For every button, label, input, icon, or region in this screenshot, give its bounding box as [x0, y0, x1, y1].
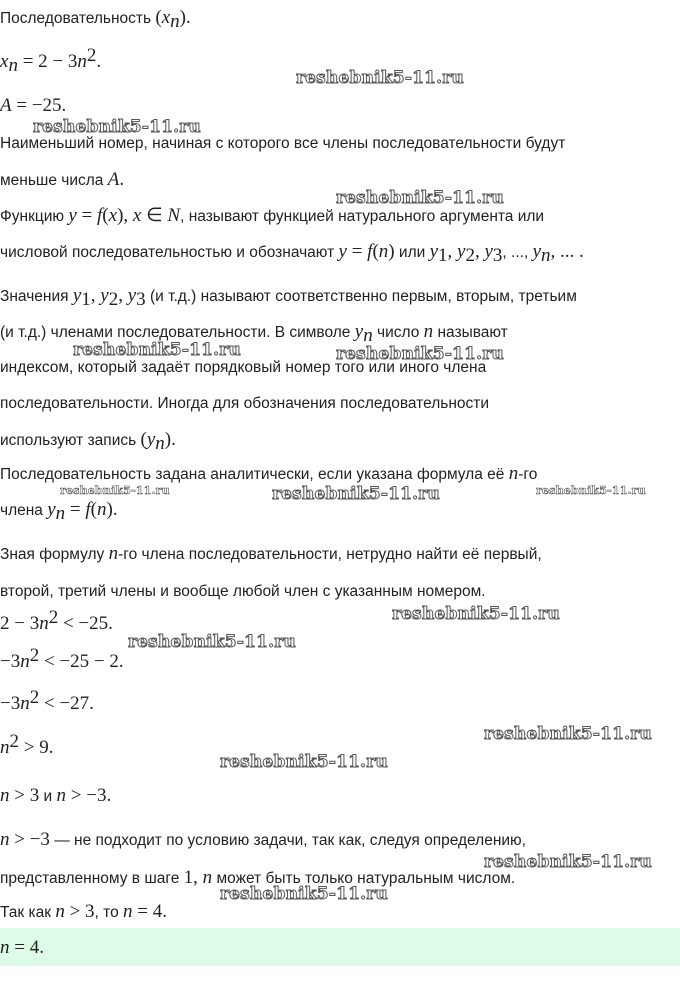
answer-text: n = 4.	[0, 937, 44, 958]
watermark: reshebnik5-11.ru	[60, 484, 170, 497]
step-3: $-3n^2 < -27$.	[0, 686, 94, 714]
conclusion-line-2: представленному в шаге 1, n может быть только натуральным числом.	[0, 867, 516, 888]
step-5: n > 3 и n > −3.	[0, 785, 112, 806]
analytic-line-1: Последовательность задана аналитически, если указана формула её n-го	[0, 463, 538, 484]
watermark: reshebnik5-11.ru	[220, 752, 388, 772]
watermark: reshebnik5-11.ru	[128, 632, 296, 652]
formula-line: $x_n = 2 - 3n^2$.	[0, 44, 102, 77]
watermark: reshebnik5-11.ru	[220, 884, 388, 904]
watermark: reshebnik5-11.ru	[272, 484, 440, 504]
watermark: reshebnik5-11.ru	[536, 484, 646, 497]
watermark: reshebnik5-11.ru	[336, 344, 504, 364]
knowing-line-1: Зная формулу n-го члена последовательности, нетрудно найти её первый,	[0, 543, 542, 564]
values-line-5: используют запись $(y_n)$.	[0, 429, 176, 455]
watermark: reshebnik5-11.ru	[484, 724, 652, 744]
conclusion-line-1: n > −3 — не подходит по условию задачи, так как, следуя определению,	[0, 829, 526, 850]
values-line-3: индексом, который задаёт порядковый номер того или иного члена	[0, 359, 487, 376]
answer-box	[0, 928, 680, 966]
values-line-1: Значения $y_1$, $y_2$, $y_3$ (и т.д.) называют соответственно первым, вторым, третьим	[0, 285, 577, 311]
conclusion-line-3: Так как n > 3, то n = 4.	[0, 901, 167, 922]
step-2: $-3n^2 < -25 - 2$.	[0, 644, 124, 672]
watermark: reshebnik5-11.ru	[73, 340, 241, 360]
def-line-1: Функцию y = f(x), x ∈ N, называют функцией натурального аргумента или	[0, 205, 545, 226]
values-line-2: (и т.д.) членами последовательности. В символе $y_n$ число n называют	[0, 321, 508, 347]
def-line-2: числовой последовательностью и обозначают y = f(n) или $y_1$, $y_2$, $y_3$, ..., $y_n$, ... .	[0, 241, 584, 267]
seq-title: Последовательность $(x_n)$.	[0, 7, 191, 33]
analytic-line-2: члена $y_n = f(n)$.	[0, 499, 118, 525]
watermark: reshebnik5-11.ru	[33, 117, 201, 137]
values-line-4: последовательности. Иногда для обозначения последовательности	[0, 395, 490, 412]
watermark: reshebnik5-11.ru	[336, 188, 504, 208]
knowing-line-2: второй, третий члены и вообще любой член с указанным номером.	[0, 583, 486, 600]
watermark: reshebnik5-11.ru	[296, 68, 464, 88]
a-value-line: A = −25.	[0, 95, 67, 116]
watermark: reshebnik5-11.ru	[484, 852, 652, 872]
step-4: $n^2 > 9$.	[0, 730, 54, 758]
watermark: reshebnik5-11.ru	[392, 604, 560, 624]
step-1: $2 - 3n^2 < -25$.	[0, 606, 113, 634]
question-line-1: Наименьший номер, начиная с которого все члены последовательности будут	[0, 135, 566, 152]
question-line-2: меньше числа A.	[0, 169, 125, 190]
